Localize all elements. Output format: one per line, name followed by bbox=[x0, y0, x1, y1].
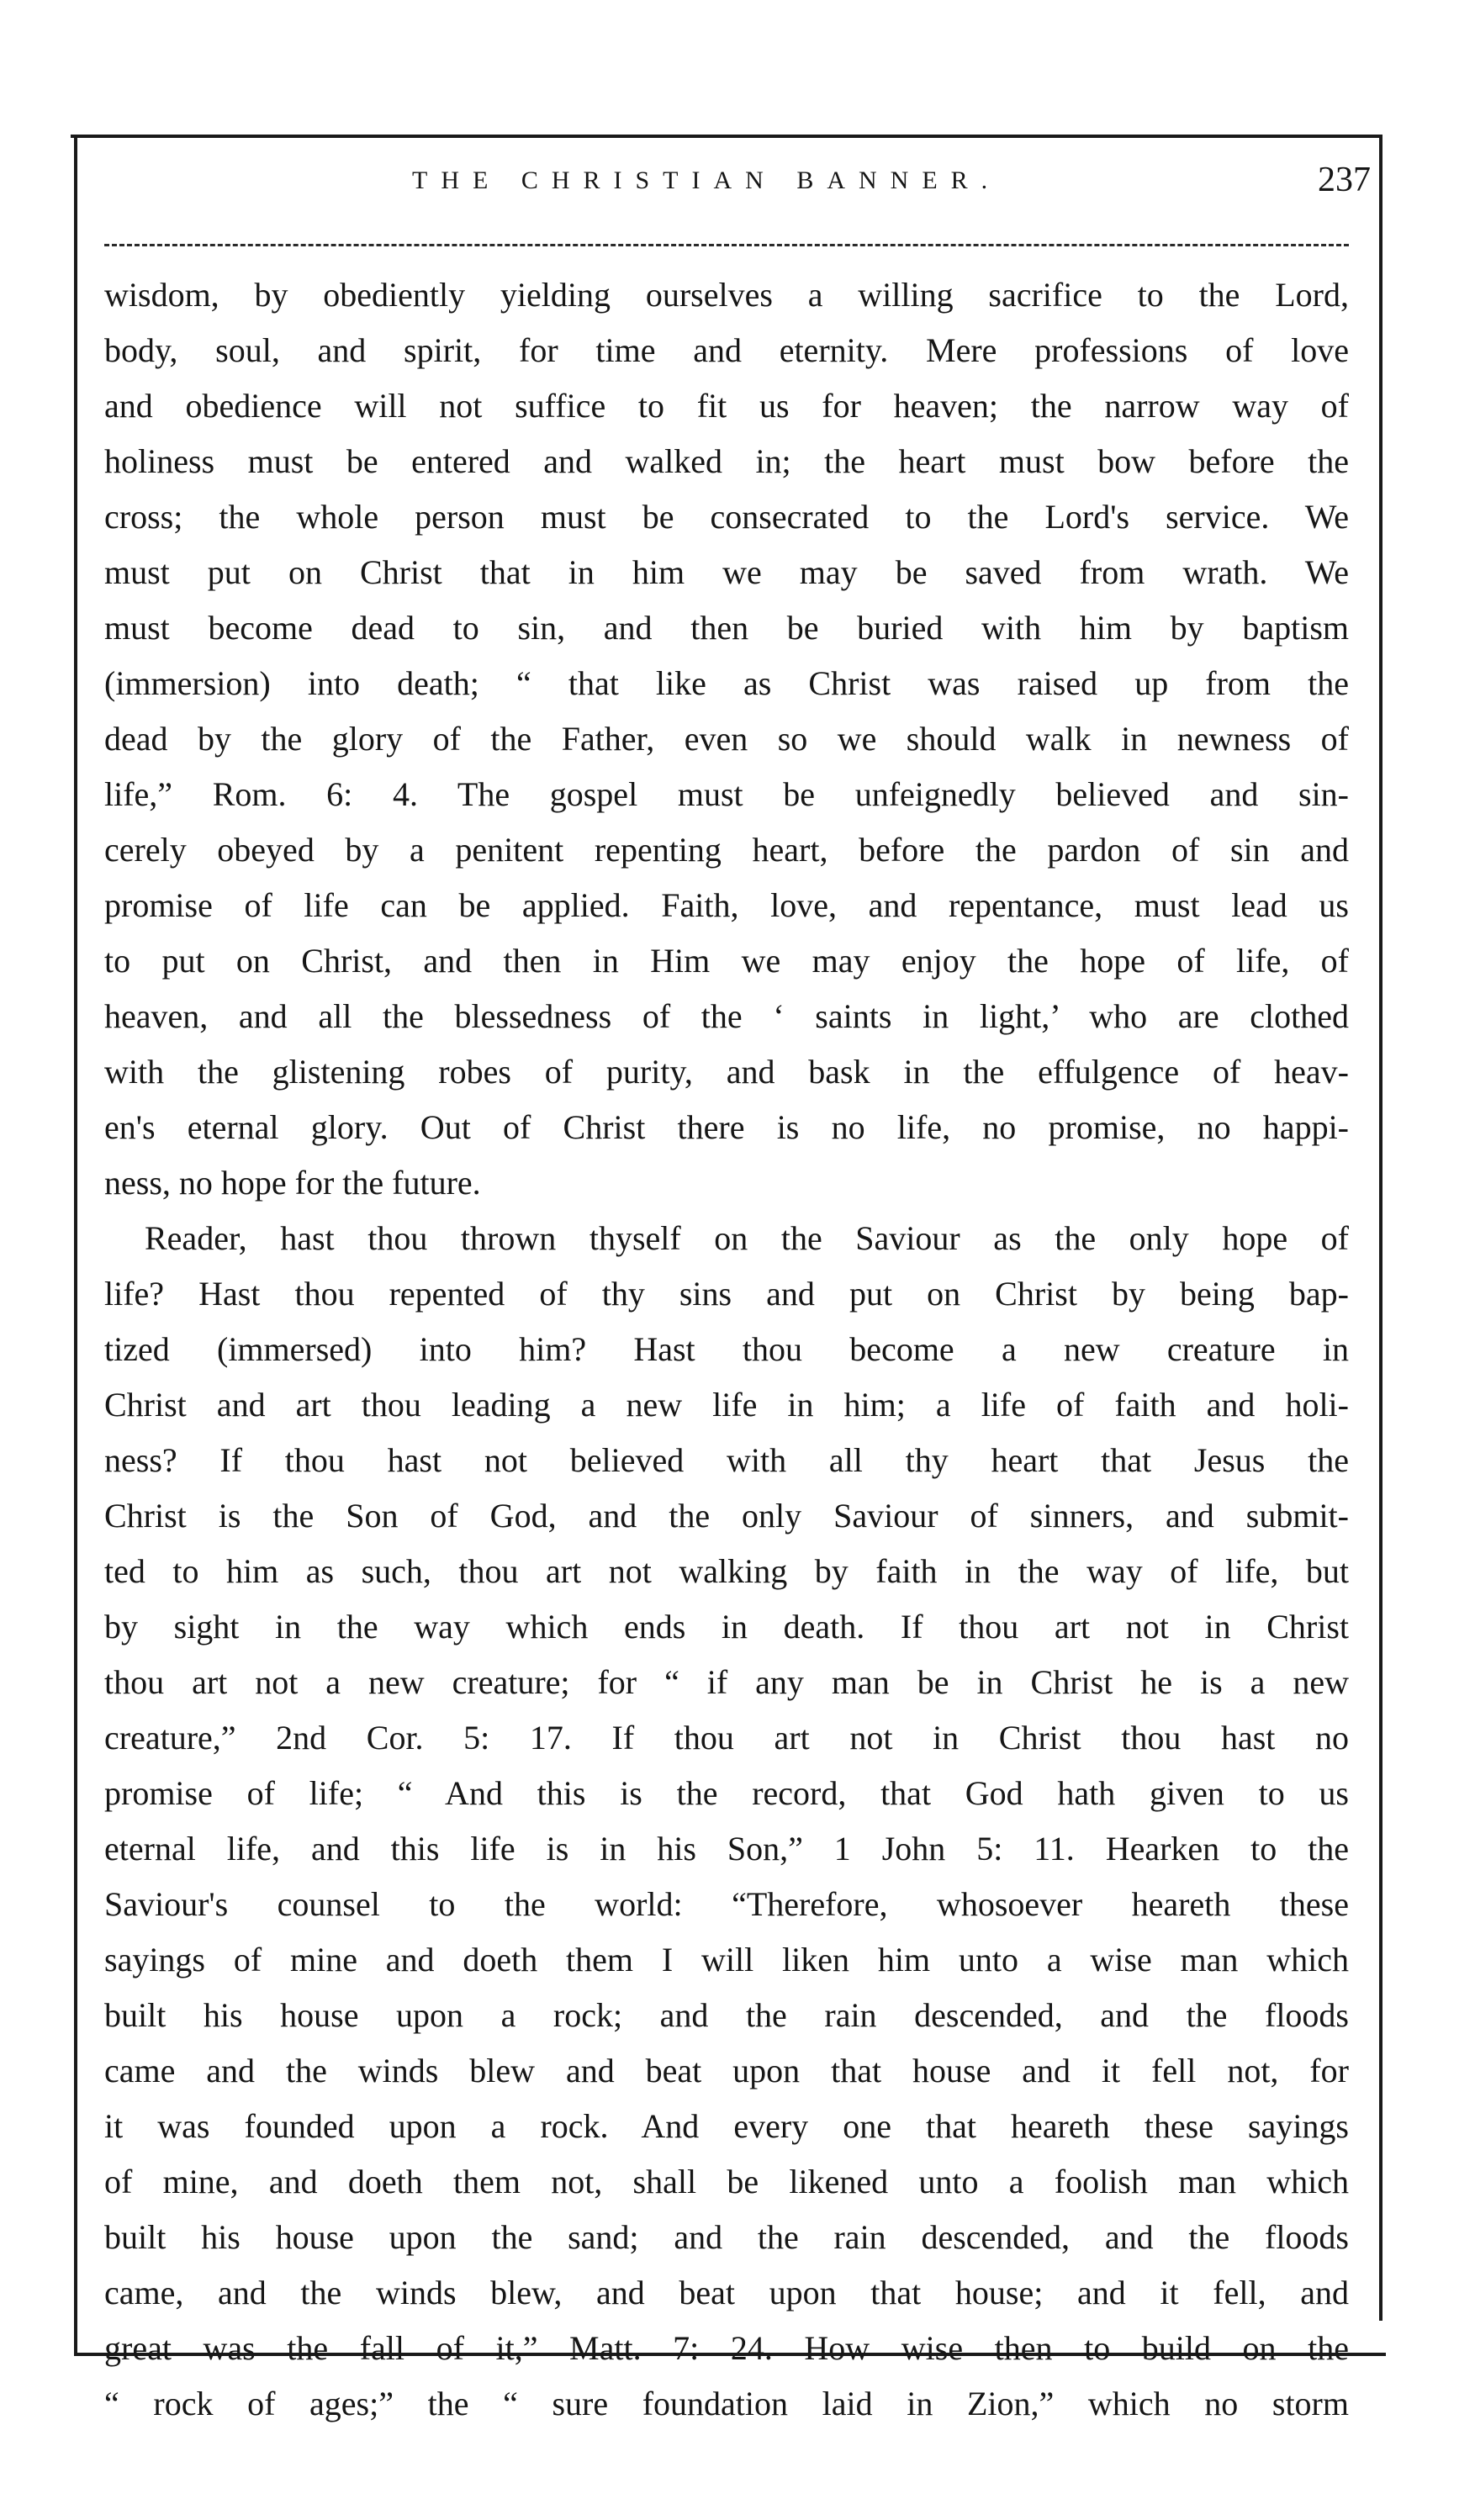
text-line: great was the fall of it,” Matt. 7: 24. How wise then to build on the bbox=[104, 2329, 1349, 2367]
text-line: promise of life; “ And this is the record, that God hath given to us bbox=[104, 1774, 1349, 1812]
text-line: with the glistening robes of purity, and bask in the effulgence of heav- bbox=[104, 1053, 1349, 1091]
text-line: to put on Christ, and then in Him we may enjoy the hope of life, of bbox=[104, 942, 1349, 980]
text-line: cross; the whole person must be consecrated to the Lord's service. We bbox=[104, 498, 1349, 536]
text-line: must put on Christ that in him we may be saved from wrath. We bbox=[104, 553, 1349, 591]
frame-rule-left bbox=[74, 135, 77, 2354]
text-line: sayings of mine and doeth them I will liken him unto a wise man which bbox=[104, 1941, 1349, 1978]
text-line: dead by the glory of the Father, even so we should walk in newness of bbox=[104, 720, 1349, 758]
text-line: came and the winds blew and beat upon that house and it fell not, for bbox=[104, 2052, 1349, 2089]
text-line: of mine, and doeth them not, shall be likened unto a foolish man which bbox=[104, 2163, 1349, 2200]
frame-rule-right bbox=[1379, 135, 1382, 2321]
header-rule bbox=[104, 244, 1349, 246]
text-line: creature,” 2nd Cor. 5: 17. If thou art not in Christ thou hast no bbox=[104, 1719, 1349, 1757]
text-line: built his house upon a rock; and the rain descended, and the floods bbox=[104, 1996, 1349, 2034]
text-line: en's eternal glory. Out of Christ there is no life, no promise, no happi- bbox=[104, 1108, 1349, 1146]
text-line: holiness must be entered and walked in; the heart must bow before the bbox=[104, 442, 1349, 480]
paragraph-1 bbox=[104, 267, 1349, 1211]
text-line: ness? If thou hast not believed with all thy heart that Jesus the bbox=[104, 1441, 1349, 1479]
page-number: 237 bbox=[1318, 161, 1371, 199]
text-line: thou art not a new creature; for “ if any man be in Christ he is a new bbox=[104, 1663, 1349, 1701]
text-line: (immersion) into death; “ that like as Christ was raised up from the bbox=[104, 664, 1349, 702]
text-line: Saviour's counsel to the world: “Therefore, whosoever heareth these bbox=[104, 1885, 1349, 1923]
text-line: eternal life, and this life is in his Son,” 1 John 5: 11. Hearken to the bbox=[104, 1830, 1349, 1868]
running-head bbox=[84, 160, 1371, 210]
text-line: by sight in the way which ends in death. If thou art not in Christ bbox=[104, 1608, 1349, 1646]
paragraph-2 bbox=[104, 1211, 1349, 2432]
text-line: Christ is the Son of God, and the only Saviour of sinners, and submit- bbox=[104, 1497, 1349, 1535]
text-line: heaven, and all the blessedness of the ‘ saints in light,’ who are clothed bbox=[104, 997, 1349, 1035]
text-line: and obedience will not suffice to fit us for heaven; the narrow way of bbox=[104, 387, 1349, 425]
text-line: ted to him as such, thou art not walking by faith in the way of life, but bbox=[104, 1552, 1349, 1590]
text-line: life,” Rom. 6: 4. The gospel must be unfeignedly believed and sin- bbox=[104, 775, 1349, 813]
text-line: came, and the winds blew, and beat upon that house; and it fell, and bbox=[104, 2274, 1349, 2311]
text-line: it was founded upon a rock. And every one that heareth these sayings bbox=[104, 2107, 1349, 2145]
text-line: life? Hast thou repented of thy sins and put on Christ by being bap- bbox=[104, 1275, 1349, 1313]
text-line: ness, no hope for the future. bbox=[104, 1164, 481, 1202]
text-line: body, soul, and spirit, for time and eternity. Mere professions of love bbox=[104, 331, 1349, 369]
text-line: “ rock of ages;” the “ sure foundation laid in Zion,” which no storm bbox=[104, 2385, 1349, 2422]
text-line: cerely obeyed by a penitent repenting heart, before the pardon of sin and bbox=[104, 831, 1349, 869]
text-line: built his house upon the sand; and the rain descended, and the floods bbox=[104, 2218, 1349, 2256]
text-line: must become dead to sin, and then be buried with him by baptism bbox=[104, 609, 1349, 647]
running-title: THE CHRISTIAN BANNER. bbox=[412, 166, 1002, 194]
text-line: Christ and art thou leading a new life in him; a life of faith and holi- bbox=[104, 1386, 1349, 1424]
text-line: promise of life can be applied. Faith, love, and repentance, must lead us bbox=[104, 886, 1349, 924]
text-line: wisdom, by obediently yielding ourselves a willing sacrifice to the Lord, bbox=[104, 276, 1349, 314]
frame-rule-top bbox=[71, 135, 1382, 138]
text-line: tized (immersed) into him? Hast thou become a new creature in bbox=[104, 1330, 1349, 1368]
body-text bbox=[104, 267, 1349, 2432]
text-line: Reader, hast thou thrown thyself on the Saviour as the only hope of bbox=[145, 1219, 1349, 1257]
